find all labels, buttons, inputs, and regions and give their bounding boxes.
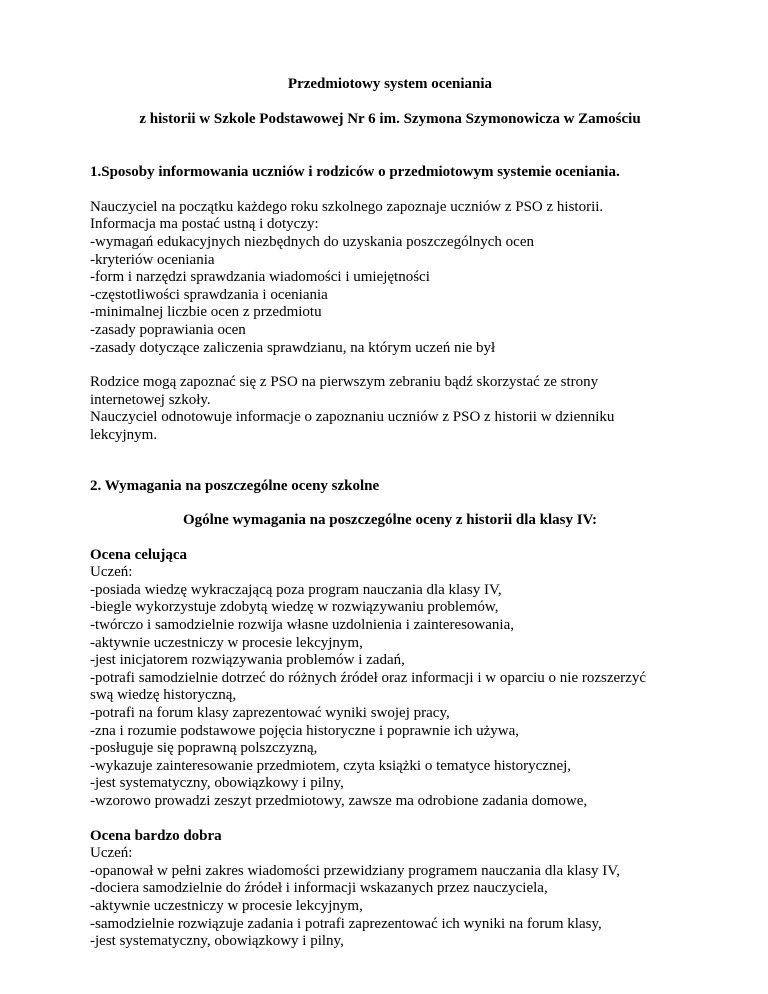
parents-line: internetowej szkoły.: [90, 391, 211, 408]
list-item: -potrafi samodzielnie dotrzeć do różnych źródeł oraz informacji i w oparciu o nie rozszerzyć: [90, 669, 646, 686]
section1-intro-line: Informacja ma postać ustną i dotyczy:: [90, 216, 319, 233]
note-line: Nauczyciel odnotowuje informacje o zapoznaniu uczniów z PSO z historii w dzienniku: [90, 409, 615, 426]
list-item: -opanował w pełni zakres wiadomości przewidziany programem nauczania dla klasy IV,: [90, 862, 620, 879]
list-item: -częstotliwości sprawdzania i oceniania: [90, 286, 328, 303]
list-item: -wymagań edukacyjnych niezbędnych do uzyskania poszczególnych ocen: [90, 233, 534, 250]
list-item: -samodzielnie rozwiązuje zadania i potrafi zaprezentować ich wyniki na forum klasy,: [90, 915, 602, 932]
document-subtitle: z historii w Szkole Podstawowej Nr 6 im. Szymona Szymonowicza w Zamościu: [139, 110, 641, 127]
list-item: -kryteriów oceniania: [90, 251, 215, 268]
grade-bardzo-dobra-list: [90, 863, 690, 951]
student-label: Uczeń:: [90, 564, 133, 581]
section1-parents: [90, 374, 690, 444]
section1-intro: [90, 199, 690, 357]
list-item: -jest systematyczny, obowiązkowy i pilny,: [90, 775, 344, 792]
list-item: -minimalnej liczbie ocen z przedmiotu: [90, 304, 322, 321]
list-item: -wykazuje zainteresowanie przedmiotem, czyta książki o tematyce historycznej,: [90, 757, 572, 774]
grade-title: Ocena celująca: [90, 546, 188, 563]
grade-bardzo-dobra: [90, 828, 690, 951]
list-item: -dociera samodzielnie do źródeł i informacji wskazanych przez nauczyciela,: [90, 880, 548, 897]
list-item: -zasady dotyczące zaliczenia sprawdzianu, na którym uczeń nie był: [90, 339, 496, 356]
list-item: -posługuje się poprawną polszczyzną,: [90, 740, 318, 757]
document-title: Przedmiotowy system oceniania: [287, 76, 493, 92]
section2-heading: 2. Wymagania na poszczególne oceny szkolne: [90, 477, 380, 494]
list-item: -form i narzędzi sprawdzania wiadomości i umiejętności: [90, 269, 430, 286]
grade-title: Ocena bardzo dobra: [90, 827, 222, 844]
list-item: -wzorowo prowadzi zeszyt przedmiotowy, zawsze ma odrobione zadania domowe,: [90, 793, 588, 809]
document-page: [90, 76, 690, 951]
list-item: -aktywnie uczestniczy w procesie lekcyjnym,: [90, 634, 363, 651]
list-item: -twórczo i samodzielnie rozwija własne uzdolnienia i zainteresowania,: [90, 617, 514, 634]
section1-intro-line: Nauczyciel na początku każdego roku szkolnego zapoznaje uczniów z PSO z historii.: [90, 198, 604, 215]
list-item: -jest systematyczny, obowiązkowy i pilny,: [90, 933, 344, 950]
grade-celujaca: [90, 547, 690, 811]
parents-line: Rodzice mogą zapoznać się z PSO na pierwszym zebraniu bądź skorzystać ze strony: [90, 374, 599, 391]
list-item: -zna i rozumie podstawowe pojęcia historyczne i poprawnie ich używa,: [90, 722, 520, 739]
list-item: swą wiedzę historyczną,: [90, 687, 237, 704]
list-item: -zasady poprawiania ocen: [90, 321, 246, 338]
list-item: -aktywnie uczestniczy w procesie lekcyjnym,: [90, 897, 363, 914]
student-label: Uczeń:: [90, 845, 133, 862]
note-line: lekcyjnym.: [90, 426, 158, 443]
list-item: -potrafi na forum klasy zaprezentować wyniki swojej pracy,: [90, 705, 450, 722]
list-item: -posiada wiedzę wykraczającą poza program nauczania dla klasy IV,: [90, 581, 502, 598]
list-item: -biegle wykorzystuje zdobytą wiedzę w rozwiązywaniu problemów,: [90, 599, 499, 616]
grade-celujaca-list: [90, 582, 690, 811]
section1-heading: 1.Sposoby informowania uczniów i rodziców o przedmiotowym systemie oceniania.: [90, 164, 620, 181]
list-item: -jest inicjatorem rozwiązywania problemów i zadań,: [90, 652, 405, 669]
section1-list: [90, 234, 690, 357]
section2-subheading: Ogólne wymagania na poszczególne oceny z historii dla klasy IV:: [182, 512, 598, 529]
